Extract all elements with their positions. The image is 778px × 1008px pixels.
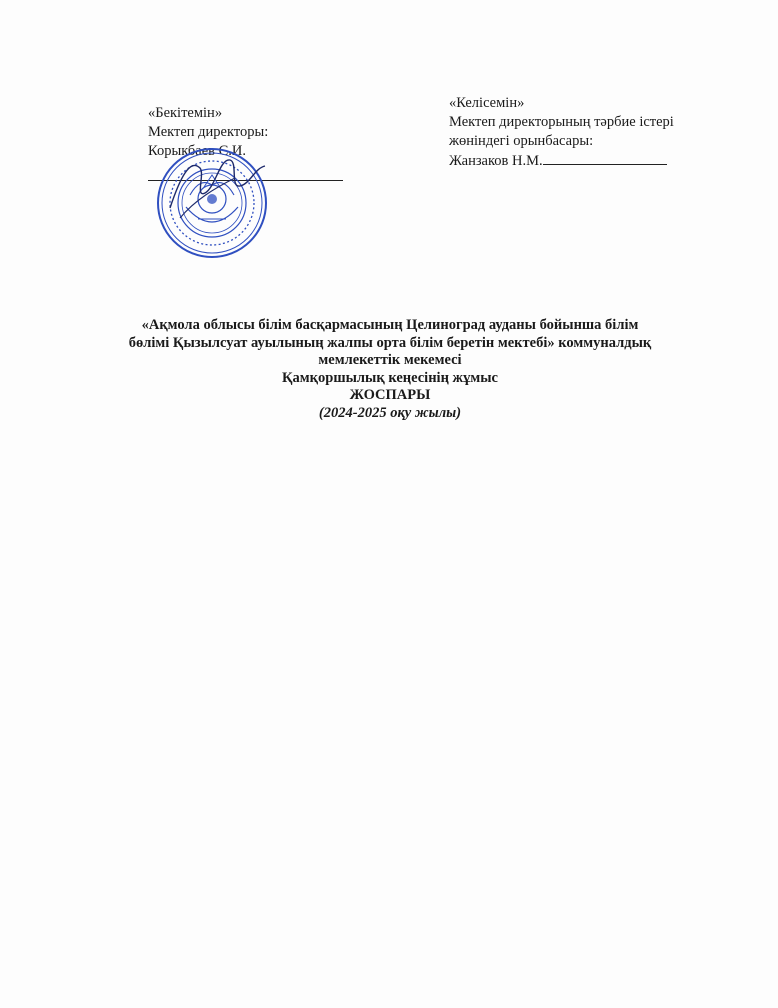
agreement-name-row xyxy=(449,151,674,171)
approval-heading: «Бекітемін» xyxy=(148,105,223,121)
title-academic-year: (2024-2025 оқу жылы) xyxy=(318,404,462,421)
title-line-4: Қамқоршылық кеңесінің жұмыс xyxy=(282,369,498,386)
approval-position: Мектеп директоры: xyxy=(148,124,269,140)
agreement-signature-line xyxy=(543,151,667,165)
title-line-3: мемлекеттік мекемесі xyxy=(318,352,462,368)
agreement-heading: «Келісемін» xyxy=(449,95,525,111)
agreement-position-line1: Мектеп директорының тәрбие істері xyxy=(449,114,674,130)
director-signature-icon xyxy=(160,138,270,228)
document-title xyxy=(100,317,680,422)
title-line-1: «Ақмола облысы білім басқармасының Целиноград ауданы бойынша білім xyxy=(141,317,639,333)
title-line-2: бөлімі Қызылсуат ауылының жалпы орта білім беретін мектебі» коммуналдық xyxy=(128,334,652,351)
title-line-5: ЖОСПАРЫ xyxy=(349,387,431,403)
agreement-position-line2: жөніндегі орынбасары: xyxy=(449,133,594,149)
agreement-name: Жанзаков Н.М. xyxy=(449,153,543,169)
approval-name: Корыкбаев С.И. xyxy=(148,143,246,159)
agreement-block xyxy=(449,94,674,171)
